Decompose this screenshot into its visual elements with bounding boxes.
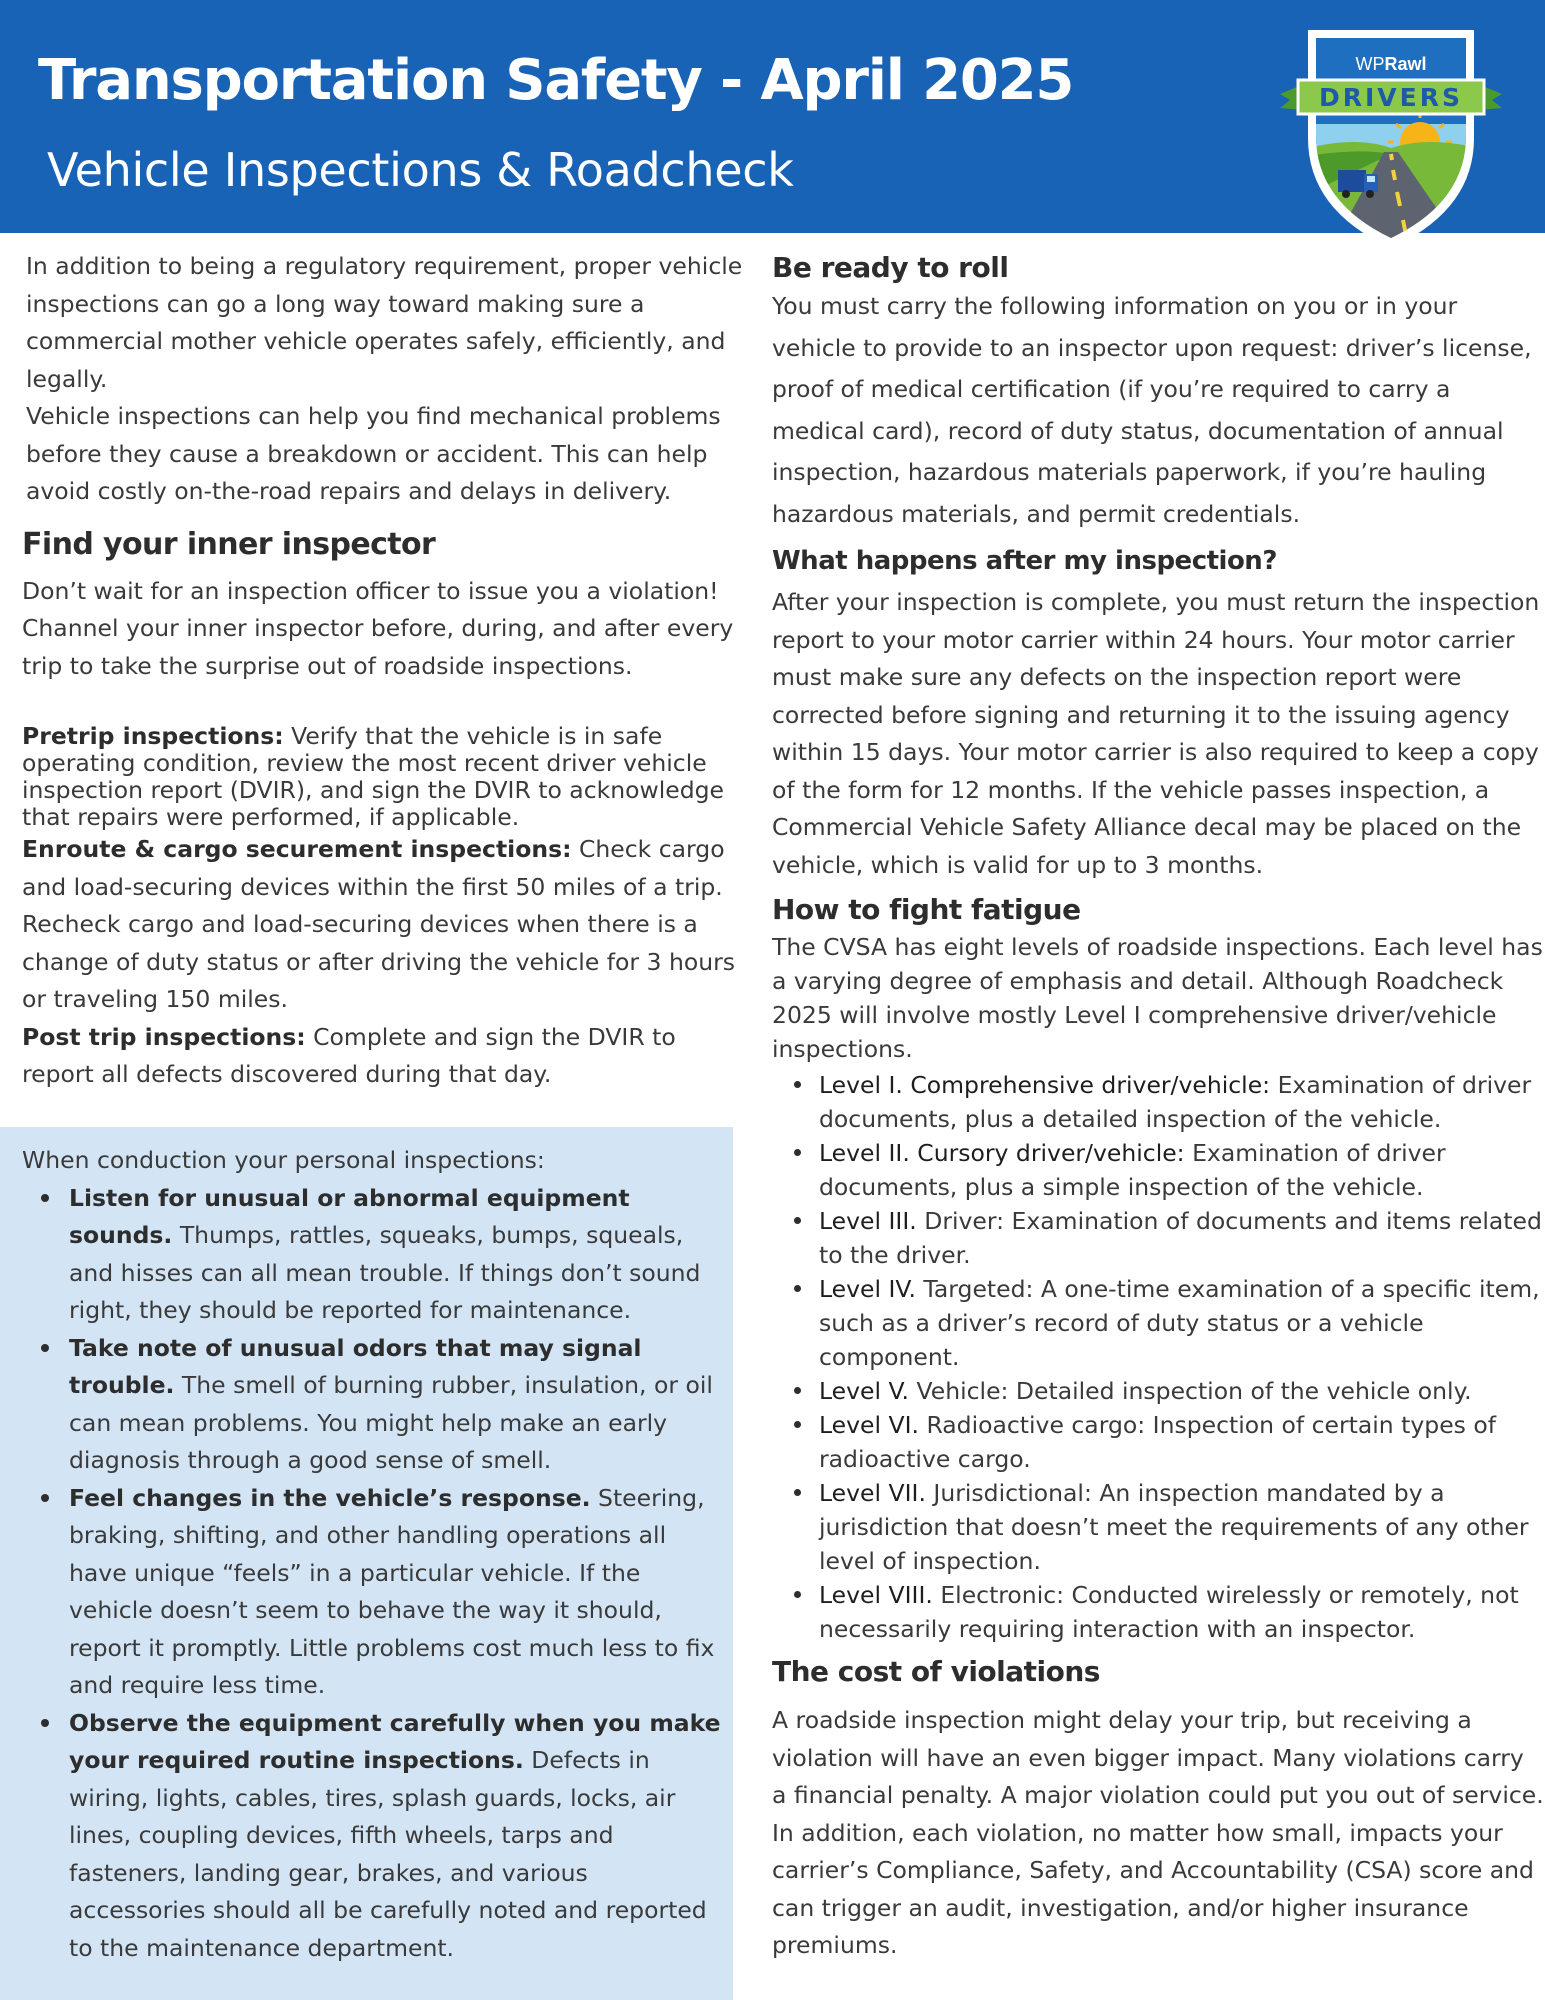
tip-lead: Listen for unusual or abnormal equipment sounds.	[69, 1183, 630, 1249]
level-item	[819, 1476, 1545, 1578]
level-desc: Jurisdictional: An inspection mandated by a jurisdiction that doesn’t meet the requirements of any other level of inspection.	[819, 1479, 1529, 1575]
inspection-levels-list	[772, 1068, 1545, 1646]
tip-lead: Feel changes in the vehicle’s response.	[69, 1483, 591, 1512]
level-name: Level III.	[819, 1207, 917, 1235]
level-desc: Driver: Examination of documents and items related to the driver.	[819, 1207, 1542, 1269]
bullet-icon	[41, 1719, 49, 1727]
bullet-icon	[794, 1421, 801, 1428]
level-desc: Electronic: Conducted wirelessly or remotely, not necessarily requiring interaction with an inspector.	[819, 1581, 1519, 1643]
tip-item-response	[69, 1480, 727, 1705]
tip-lead: Take note of unusual odors that may signal trouble.	[69, 1333, 642, 1399]
bullet-icon	[794, 1149, 801, 1156]
level-desc: Examination of driver documents, plus a detailed inspection of the vehicle.	[819, 1071, 1532, 1133]
inner-inspector-heading: Find your inner inspector	[22, 526, 436, 562]
tip-text: Defects in wiring, lights, cables, tires, splash guards, locks, air lines, coupling devices, fifth wheels, tarps and fasteners, landing gear, brakes, and various accessories should all be carefully noted and reported to the maintenance department.	[69, 1746, 707, 1962]
level-name: Level I. Comprehensive driver/vehicle:	[819, 1071, 1271, 1099]
tips-list	[22, 1180, 727, 1968]
enroute-paragraph	[22, 831, 752, 1019]
posttrip-paragraph	[22, 1019, 752, 1094]
right-column	[772, 250, 1545, 1965]
fatigue-text: The CVSA has eight levels of roadside inspections. Each level has a varying degree of emphasis and detail. Although Roadcheck 2025 will involve mostly Level I comprehensive driver/vehicle inspections.	[772, 933, 1543, 1063]
tips-intro: When conduction your personal inspections:	[22, 1146, 545, 1174]
ready-heading: Be ready to roll	[772, 251, 1009, 284]
pretrip-label: Pretrip inspections:	[22, 722, 284, 750]
level-name: Level VIII.	[819, 1581, 933, 1609]
posttrip-text: Complete and sign the DVIR to report all defects discovered during that day.	[22, 1022, 676, 1088]
cost-text: A roadside inspection might delay your trip, but receiving a violation will have an even bigger impact. Many violations carry a financial penalty. A major violation could put you out of service. In addition, each violation, no matter how small, impacts your carrier’s Compliance, Safety, and Accountability (CSA) score and can trigger an audit, investigation, and/or higher insurance premiums.	[772, 1706, 1544, 1959]
logo-banner-text: DRIVERS	[1319, 83, 1463, 112]
posttrip-label: Post trip inspections:	[22, 1022, 306, 1051]
pretrip-text: Verify that the vehicle is in safe operating condition, review the most recent driver vehicle inspection report (DVIR), and sign the DVIR to acknowledge that repairs were performed, if applicable.	[22, 722, 725, 831]
level-desc: Examination of driver documents, plus a simple inspection of the vehicle.	[819, 1139, 1446, 1201]
bullet-icon	[794, 1387, 801, 1394]
tip-item-sounds	[69, 1180, 727, 1330]
bullet-icon	[794, 1489, 801, 1496]
level-item	[819, 1272, 1545, 1374]
left-column	[22, 248, 752, 1094]
level-item	[819, 1374, 1545, 1408]
level-item	[819, 1408, 1545, 1476]
fatigue-heading: How to fight fatigue	[772, 893, 1081, 926]
level-item	[819, 1204, 1545, 1272]
tip-text: The smell of burning rubber, insulation, or oil can mean problems. You might help make an early diagnosis through a good sense of smell.	[69, 1371, 713, 1474]
tip-text: Thumps, rattles, squeaks, bumps, squeals, and hisses can all mean trouble. If things don’t sound right, they should be reported for maintenance.	[69, 1221, 701, 1324]
after-inspection-heading: What happens after my inspection?	[772, 546, 1277, 576]
tip-text: Steering, braking, shifting, and other handling operations all have unique “feels” in a particular vehicle. If the vehicle doesn’t seem to behave the way it should, report it promptly. Little problems cost much less to fix and require less time.	[69, 1483, 715, 1699]
bullet-icon	[794, 1081, 801, 1088]
cost-heading: The cost of violations	[772, 1655, 1100, 1688]
after-inspection-text: After your inspection is complete, you must return the inspection report to your motor carrier within 24 hours. Your motor carrier must make sure any defects on the inspection report were corrected before signing and returning it to the issuing agency within 15 days. Your motor carrier is also required to keep a copy of the form for 12 months. If the vehicle passes inspection, a Commercial Vehicle Safety Alliance decal may be placed on the vehicle, which is valid for up to 3 months.	[772, 588, 1540, 879]
pretrip-paragraph	[22, 723, 752, 831]
intro-paragraph-2: Vehicle inspections can help you find mechanical problems before they cause a breakdown or accident. This can help avoid costly on-the-road repairs and delays in delivery.	[26, 402, 721, 505]
tip-lead: Observe the equipment carefully when you make your required routine inspections.	[69, 1708, 721, 1774]
enroute-text: Check cargo and load-securing devices within the first 50 miles of a trip. Recheck cargo and load-securing devices when there is a change of duty status or after driving the vehicle for 3 hours or traveling 150 miles.	[22, 835, 736, 1013]
level-name: Level V.	[819, 1377, 910, 1405]
bullet-icon	[794, 1591, 801, 1598]
level-item	[819, 1068, 1545, 1136]
page-subtitle: Vehicle Inspections & Roadcheck	[47, 143, 794, 197]
logo-brand-text: WPRawl	[1355, 54, 1427, 74]
level-desc: Radioactive cargo: Inspection of certain types of radioactive cargo.	[819, 1411, 1497, 1473]
tip-item-observe	[69, 1705, 727, 1968]
bullet-icon	[41, 1344, 49, 1352]
inner-inspector-text: Don’t wait for an inspection officer to issue you a violation! Channel your inner inspector before, during, and after every trip to take the surprise out of roadside inspections.	[22, 576, 734, 680]
level-desc: Vehicle: Detailed inspection of the vehicle only.	[909, 1377, 1472, 1405]
enroute-label: Enroute & cargo securement inspections:	[22, 835, 572, 863]
inspection-tips-content	[22, 1142, 727, 1967]
page-title: Transportation Safety - April 2025	[38, 48, 1074, 113]
bullet-icon	[41, 1194, 49, 1202]
level-desc: Targeted: A one-time examination of a specific item, such as a driver’s record of duty status or a vehicle component.	[819, 1275, 1540, 1371]
ready-text: You must carry the following information on you or in your vehicle to provide to an inspector upon request: driver’s license, proof of medical certification (if you’re required to carry a medical card), record of duty status, documentation of annual inspection, hazardous materials paperwork, if you’re hauling hazardous materials, and permit credentials.	[772, 292, 1532, 528]
level-name: Level IV.	[819, 1275, 916, 1303]
bullet-icon	[41, 1494, 49, 1502]
bullet-icon	[794, 1285, 801, 1292]
level-item	[819, 1136, 1545, 1204]
level-name: Level VII.	[819, 1479, 926, 1507]
level-name: Level II. Cursory driver/vehicle:	[819, 1139, 1185, 1167]
tip-item-odors	[69, 1330, 727, 1480]
bullet-icon	[794, 1217, 801, 1224]
level-item	[819, 1578, 1545, 1646]
wprawl-drivers-logo	[1268, 24, 1514, 252]
level-name: Level VI.	[819, 1411, 919, 1439]
intro-paragraph-1: In addition to being a regulatory requirement, proper vehicle inspections can go a long way toward making sure a commercial mother vehicle operates safely, efficiently, and legally.	[26, 252, 743, 393]
